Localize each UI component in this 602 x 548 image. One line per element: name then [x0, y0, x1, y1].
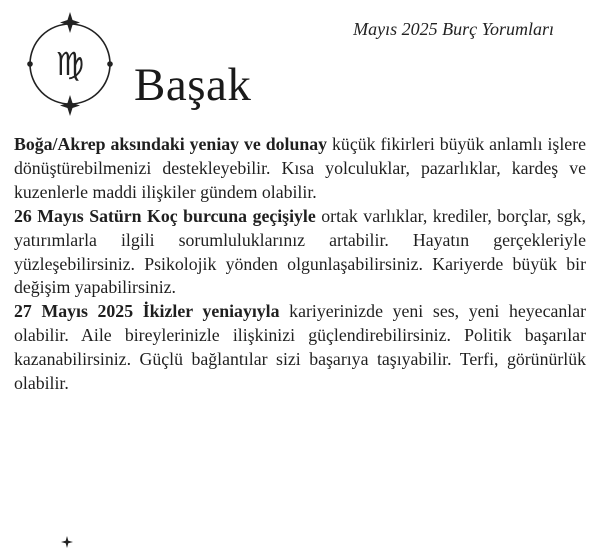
- paragraph-saturn: [14, 205, 586, 301]
- horoscope-body: [14, 133, 586, 396]
- paragraph-lead: Boğa/Akrep aksındaki yeniay ve dolunay: [14, 134, 328, 154]
- paragraph-eclipse: [14, 133, 586, 205]
- bottom-sparkle-icon: [60, 95, 80, 116]
- bottom-sparkle-ornament-icon: [61, 536, 73, 548]
- zodiac-emblem: [16, 10, 124, 118]
- paragraph-lead: 26 Mayıs Satürn Koç burcuna geçişiyle: [14, 205, 316, 226]
- paragraph-text: küçük fikirleri büyük anlamlı işlere dönüştürebilmenizi destekleyebilir. Kısa yolculuklar, pazarlıklar, kardeş ve kuzenlerle maddi ilişkiler gündem olabilir.: [14, 134, 586, 202]
- left-dot-icon: [27, 61, 33, 67]
- paragraph-lead: 27 Mayıs 2025 İkizler yeniayıyla: [14, 301, 280, 322]
- sign-title: Başak: [134, 59, 252, 111]
- virgo-symbol-icon: ♍: [55, 45, 85, 83]
- page-subtitle: Mayıs 2025 Burç Yorumları: [353, 19, 554, 39]
- right-dot-icon: [107, 61, 113, 67]
- paragraph-text: ortak varlıklar, krediler, borçlar, sgk, yatırımlarla ilgili sorumluluklarınız artabilir. Hayatın gerçekleriyle yüzleşebilirsiniz. Psikolojik yönden olgunlaşabilirsiniz. Kariyerde büyük bir değişim yapabilirsiniz.: [14, 205, 586, 298]
- top-sparkle-icon: [60, 12, 80, 33]
- paragraph-gemini-newmoon: [14, 300, 586, 396]
- paragraph-text: kariyerinizde yeni ses, yeni heyecanlar olabilir. Aile bireylerinizle ilişkinizi güçlendirebilirsiniz. Politik başarılar kazanabilirsiniz. Güçlü bağlantılar sizi başarıya taşıyabilir. Terfi, görünürlük olabilir.: [14, 301, 587, 394]
